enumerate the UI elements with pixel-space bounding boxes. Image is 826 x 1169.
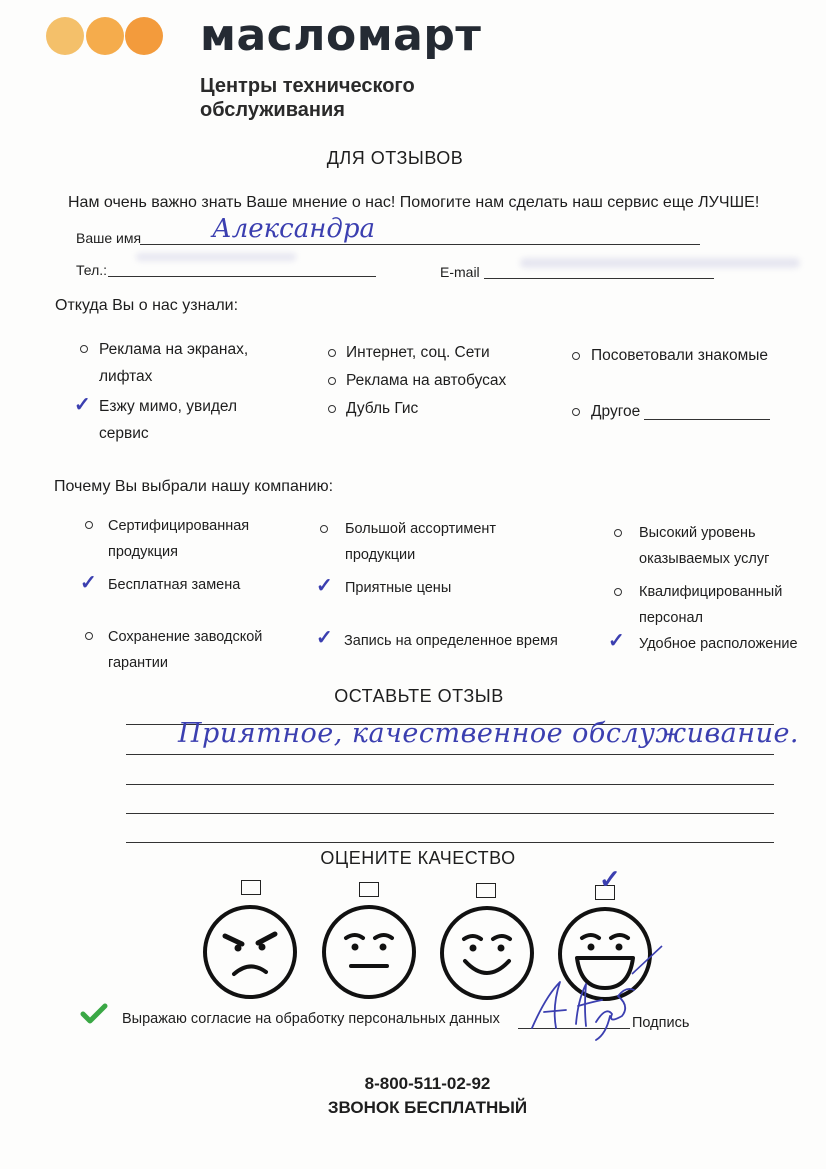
reason-option-prices: Приятные цены (345, 580, 452, 596)
signature-label: Подпись (632, 1015, 690, 1031)
review-line-2[interactable] (126, 754, 774, 755)
checkmark-icon: ✓ (608, 630, 625, 652)
name-line (140, 244, 700, 245)
option-line: лифтах (99, 368, 153, 385)
footer-note: ЗВОНОК БЕСПЛАТНЫЙ (327, 1098, 528, 1117)
reason-bullet-service-level[interactable] (614, 529, 622, 537)
source-bullet-other[interactable] (572, 408, 580, 416)
option-line: Высокий уровень (639, 525, 756, 541)
reason-option-certified (108, 513, 249, 565)
source-bullet-bus-ads[interactable] (328, 377, 336, 385)
checkmark-icon: ✓ (80, 572, 97, 594)
logo-circle-3 (125, 17, 163, 55)
review-handwritten[interactable]: Приятное, качественное обслуживание. (178, 718, 800, 749)
option-line: гарантии (108, 655, 169, 671)
subtitle-line-2: обслуживания (200, 99, 345, 121)
name-label: Ваше имя (76, 230, 142, 246)
reason-option-staff (639, 579, 782, 631)
smile-face-icon (437, 903, 537, 1003)
option-line: сервис (99, 425, 149, 442)
footer-phone: 8-800-511-02-92 (364, 1074, 491, 1093)
name-handwritten[interactable]: Александра (212, 214, 375, 244)
reason-option-appointment: Запись на определенное время (344, 633, 558, 649)
source-section-title: Откуда Вы о нас узнали: (55, 297, 239, 314)
reason-bullet-staff[interactable] (614, 588, 622, 596)
subtitle-line-1: Центры технического (200, 75, 415, 97)
source-option-2gis: Дубль Гис (346, 400, 419, 417)
reason-bullet-warranty[interactable] (85, 632, 93, 640)
review-line-4[interactable] (126, 813, 774, 814)
phone-label: Тел.: (76, 262, 108, 278)
brand-name: масломарт (200, 10, 482, 61)
option-line: Езжу мимо, увидел (99, 398, 238, 415)
rating-mark-stroke (628, 940, 668, 980)
consent-check-icon (80, 1002, 108, 1026)
signature-drawing (526, 976, 636, 1046)
consent-text: Выражаю согласие на обработку персональных данных (122, 1011, 500, 1027)
rating-title: ОЦЕНИТЕ КАЧЕСТВО (320, 848, 516, 868)
source-bullet-internet[interactable] (328, 349, 336, 357)
review-line-5[interactable] (126, 842, 774, 843)
phone-redacted (136, 253, 296, 261)
option-line: Квалифицированный (639, 584, 783, 600)
review-line-3[interactable] (126, 784, 774, 785)
neutral-face-icon (319, 902, 419, 1002)
checkmark-icon: ✓ (74, 394, 91, 416)
rating-checkbox-1[interactable] (241, 880, 261, 895)
source-bullet-friends[interactable] (572, 352, 580, 360)
rating-checkbox-3[interactable] (476, 883, 496, 898)
option-line: оказываемых услуг (639, 551, 770, 567)
form-title: ДЛЯ ОТЗЫВОВ (326, 148, 464, 168)
checkmark-icon: ✓ (316, 627, 333, 649)
option-line: Сертифицированная (108, 518, 250, 534)
reason-bullet-assortment[interactable] (320, 525, 328, 533)
option-line: персонал (639, 610, 703, 626)
reason-option-service-level (639, 520, 769, 572)
source-option-internet: Интернет, соц. Сети (346, 344, 490, 361)
option-line: продукция (108, 544, 178, 560)
option-line: Большой ассортимент (345, 521, 497, 537)
source-option-ads-screens (99, 336, 248, 390)
option-line: продукции (345, 547, 416, 563)
checkmark-icon: ✓ (599, 864, 621, 894)
source-bullet-2gis[interactable] (328, 405, 336, 413)
option-line: Реклама на экранах, (99, 341, 249, 358)
checkmark-icon: ✓ (316, 575, 333, 597)
reason-option-location: Удобное расположение (639, 636, 798, 652)
source-option-friends: Посоветовали знакомые (591, 347, 768, 364)
intro-text: Нам очень важно знать Ваше мнение о нас! Помогите нам сделать наш сервис еще ЛУЧШЕ! (68, 194, 760, 211)
option-line: Сохранение заводской (108, 629, 263, 645)
reason-option-free-replacement: Бесплатная замена (108, 577, 241, 593)
logo-circle-2 (86, 17, 124, 55)
email-redacted (520, 258, 800, 268)
other-line[interactable] (644, 419, 770, 420)
source-bullet-ads-screens[interactable] (80, 345, 88, 353)
reason-option-warranty (108, 624, 262, 676)
source-option-other: Другое (591, 403, 641, 420)
email-line[interactable] (484, 278, 714, 279)
rating-checkbox-2[interactable] (359, 882, 379, 897)
source-option-drive-by (99, 393, 237, 447)
reason-section-title: Почему Вы выбрали нашу компанию: (54, 478, 334, 495)
review-title: ОСТАВЬТЕ ОТЗЫВ (334, 686, 504, 706)
email-label: E-mail (440, 264, 480, 280)
phone-line[interactable] (108, 276, 376, 277)
brand-subtitle (200, 74, 415, 122)
angry-face-icon (200, 902, 300, 1002)
logo-circle-1 (46, 17, 84, 55)
reason-option-assortment (345, 516, 496, 568)
source-option-bus-ads: Реклама на автобусах (346, 372, 507, 389)
reason-bullet-certified[interactable] (85, 521, 93, 529)
